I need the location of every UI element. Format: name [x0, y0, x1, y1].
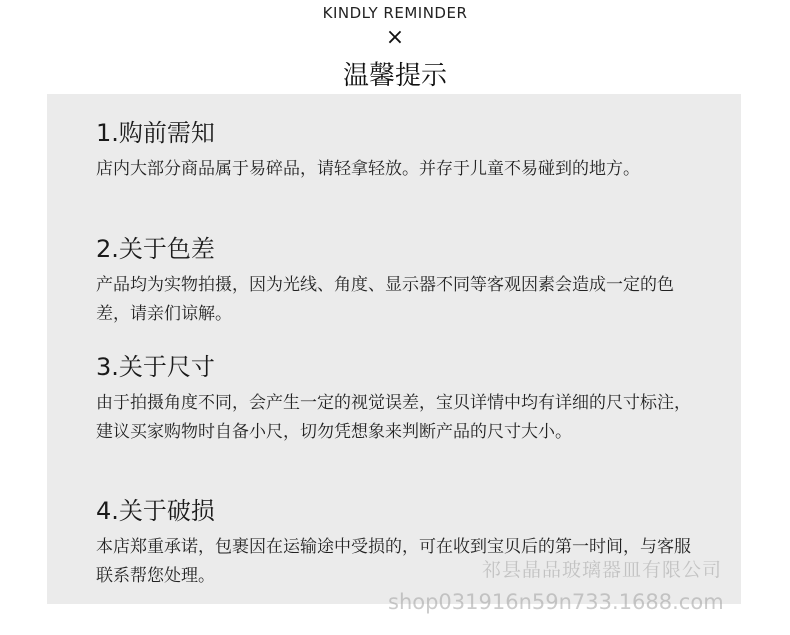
watermark-shop-url: shop031916n59n733.1688.com	[388, 590, 724, 614]
reminder-subtitle: KINDLY REMINDER	[322, 4, 468, 22]
section-title: 4.关于破损	[96, 497, 215, 525]
section-body: 产品均为实物拍摄，因为光线、角度、显示器不同等客观因素会造成一定的色差，请亲们谅解。	[96, 275, 674, 324]
page-title: 温馨提示	[342, 61, 447, 91]
notice-section-color	[96, 234, 706, 329]
section-title: 3.关于尺寸	[96, 353, 215, 381]
watermark-company: 祁县晶品玻璃器皿有限公司	[482, 559, 723, 581]
section-body: 店内大部分商品属于易碎品，请轻拿轻放。并存于儿童不易碰到的地方。	[96, 159, 640, 179]
section-title: 1.购前需知	[96, 119, 215, 147]
section-body: 由于拍摄角度不同，会产生一定的视觉误差，宝贝详情中均有详细的尺寸标注，建议买家购物时自备小尺，切勿凭想象来判断产品的尺寸大小。	[96, 393, 691, 442]
notice-panel	[47, 94, 741, 604]
notice-section-purchase	[96, 118, 706, 184]
notice-section-size	[96, 352, 706, 447]
section-body: 本店郑重承诺，包裹因在运输途中受损的，可在收到宝贝后的第一时间，与客服联系帮您处理。	[96, 537, 691, 586]
section-title: 2.关于色差	[96, 235, 215, 263]
close-icon: ×	[385, 25, 405, 50]
